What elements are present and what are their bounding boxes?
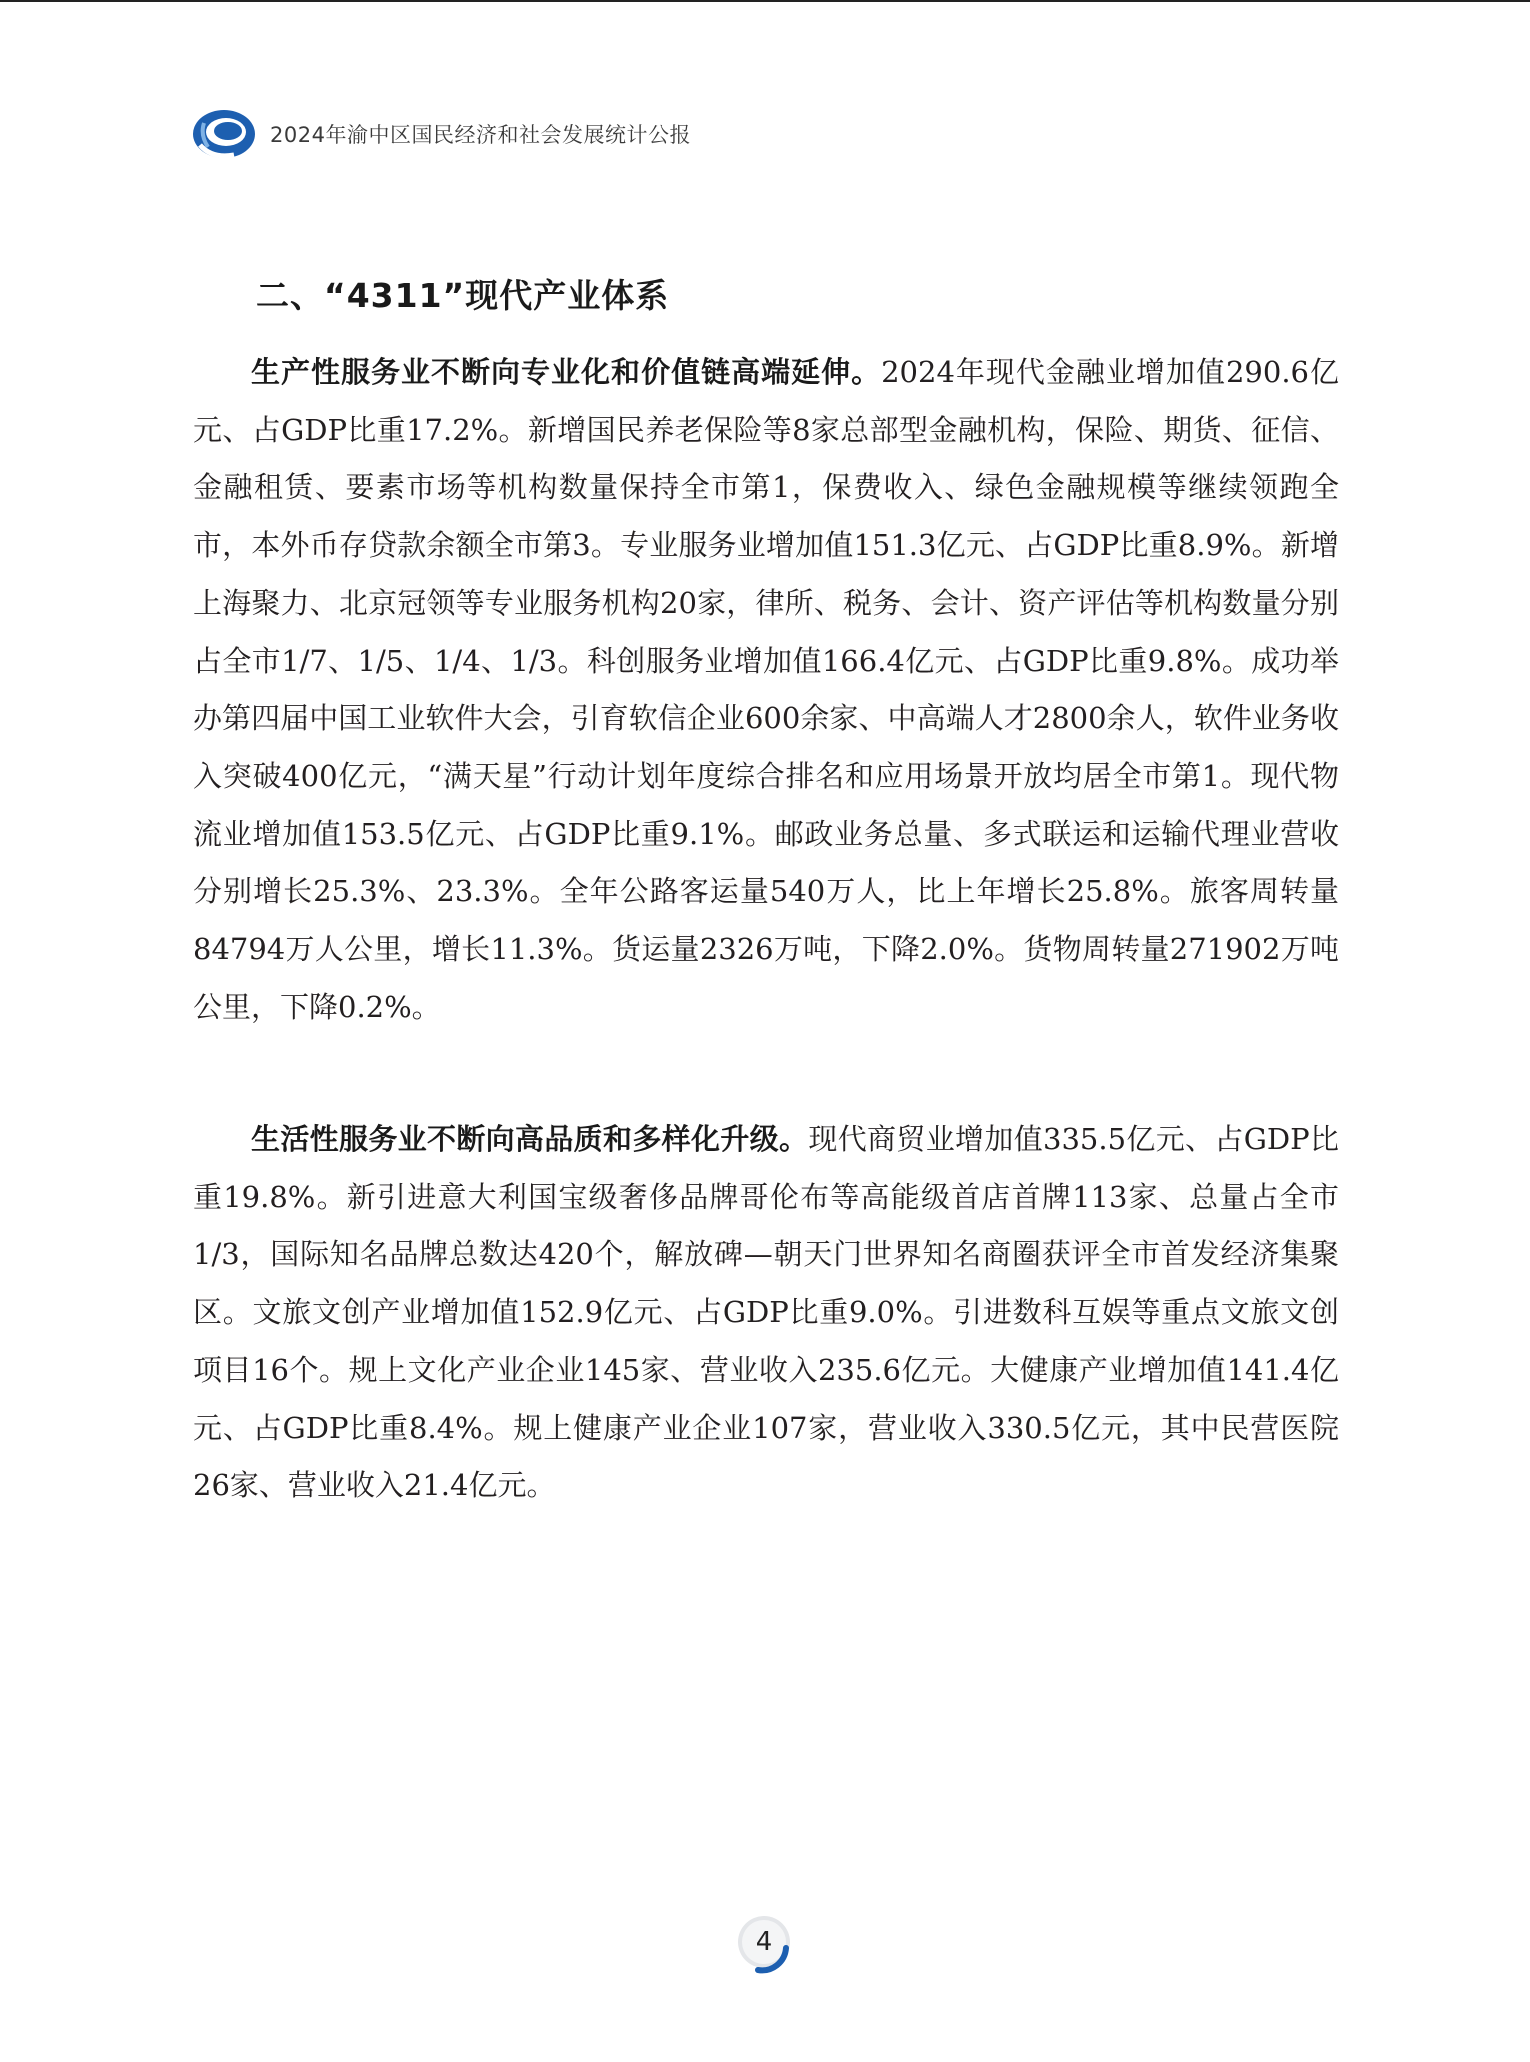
top-border-line bbox=[0, 0, 1530, 2]
report-title: 2024年渝中区国民经济和社会发展统计公报 bbox=[270, 123, 691, 147]
paragraph-body: 2024年现代金融业增加值290.6亿元、占GDP比重17.2%。新增国民养老保险等8家总部型金融机构，保险、期货、征信、金融租赁、要素市场等机构数量保持全市第1，保费收入、绿色金融规模等继续领跑全市，本外币存贷款余额全市第3。专业服务业增加值151.3亿元、占GDP比重8.9%。新增上海聚力、北京冠领等专业服务机构20家，律所、税务、会计、资产评估等机构数量分别占全市1/7、1/5、1/4、1/3。科创服务业增加值166.4亿元、占GDP比重9.8%。成功举办第四届中国工业软件大会，引育软信企业600余家、中高端人才2800余人，软件业务收入突破400亿元，“满天星”行动计划年度综合排名和应用场景开放均居全市第1。现代物流业增加值153.5亿元、占GDP比重9.1%。邮政业务总量、多式联运和运输代理业营收分别增长25.3%、23.3%。全年公路客运量540万人，比上年增长25.8%。旅客周转量84794万人公里，增长11.3%。货运量2326万吨，下降2.0%。货物周转量271902万吨公里，下降0.2%。 bbox=[193, 355, 1339, 1024]
page-number-badge bbox=[734, 1912, 800, 1978]
report-header bbox=[190, 104, 691, 164]
report-logo-icon bbox=[190, 105, 258, 163]
page-number: 4 bbox=[755, 1927, 773, 1957]
paragraph-lead: 生活性服务业不断向高品质和多样化升级。 bbox=[251, 1122, 809, 1156]
paragraph-consumer-services bbox=[193, 1111, 1339, 1515]
paragraph-lead: 生产性服务业不断向专业化和价值链高端延伸。 bbox=[251, 355, 882, 389]
paragraph-body: 现代商贸业增加值335.5亿元、占GDP比重19.8%。新引进意大利国宝级奢侈品牌哥伦布等高能级首店首牌113家、总量占全市1/3，国际知名品牌总数达420个，解放碑—朝天门世界知名商圈获评全市首发经济集聚区。文旅文创产业增加值152.9亿元、占GDP比重9.0%。引进数科互娱等重点文旅文创项目16个。规上文化产业企业145家、营业收入235.6亿元。大健康产业增加值141.4亿元、占GDP比重8.4%。规上健康产业企业107家，营业收入330.5亿元，其中民营医院26家、营业收入21.4亿元。 bbox=[193, 1122, 1339, 1503]
section-heading: 二、“4311”现代产业体系 bbox=[256, 276, 670, 315]
paragraph-producer-services bbox=[193, 344, 1339, 1036]
